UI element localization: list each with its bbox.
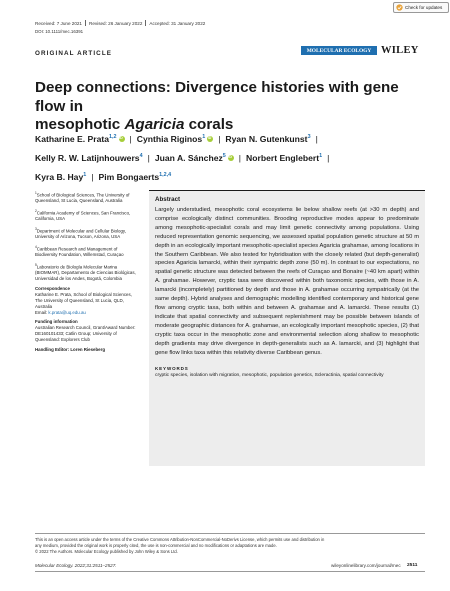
keywords-heading: KEYWORDS <box>155 366 189 372</box>
title-line-1: Deep connections: Divergence histories with gene flow in <box>35 79 399 115</box>
doi[interactable]: DOI: 10.1111/mec.16391 <box>35 29 84 34</box>
author[interactable]: Juan A. Sánchez$^5$iD <box>155 153 234 163</box>
author[interactable]: Pim Bongaerts$^{1,2,4}$ <box>98 171 172 182</box>
funding-heading: Funding information <box>35 319 78 325</box>
affiliation: $^4$Caribbean Research and Management of Biodiversity Foundation, Willemstad, Curaçao <box>35 244 124 258</box>
license-notice: This is an open access article under the terms of the Creative Commons Attribution-NonCommercial-NoDerivs License, which permits use and distribution in any medium, provided the original work is properly cited, the use is non-commercial and no modifications or adaptations are made. © 2022 The Authors. Molecular Ecology published by John Wiley & Sons Ltd. <box>35 533 425 554</box>
author[interactable]: Katharine E. Prata$^{1,2}$iD <box>35 134 125 144</box>
orcid-icon[interactable] <box>119 136 125 142</box>
article-title <box>35 79 415 135</box>
affiliation: $^5$Laboratorio de Biología Molecular Marina (BIOMMAR), Departamento de Ciencias Biológicas, Universidad de los Andes, Bogotá, Colombia <box>35 262 136 282</box>
publisher-logo: WILEY <box>381 45 419 56</box>
abstract-text: Largely understudied, mesophotic coral ecosystems lie below shallow reefs (at >30 m depth) and comprise ecologically distinct communities. Brooding reproductive modes appear to predominate among mesophotic-specialist corals and may limit genetic connectivity among populations. Using reduced representation genomic sequencing, we assessed spatial population genetic structure at 50 m depth in an ecologically important mesophotic-specialist species Agaricia grahamae, among locations in the Southern Caribbean. We also tested for hybridisation with the closely related (but depth-generalist) species Agaricia lamarcki, within their sympatric depth zone (50 m). In contrast to our expectations, no spatial genetic structure was detected between the reefs of Curaçao and Bonaire (~40 km apart) within A. grahamae. However, cryptic taxa were discovered within both taxonomic species, with those in A. lamarcki (incompletely) partitioned by depth and those in A. grahamae occurring sympatrically (at the same depth). Hybrid analyses and demographic modelling identified contemporary and historical gene flow among cryptic taxa, both within and between A. grahamae and A. lamarcki. These results (1) indicate that spatial connectivity and subsequent replenishment may be possible between islands of moderate geographic distances for A. grahamae, an ecologically important mesophotic species, (2) that cryptic taxa occur in the mesophotic zone and environmental selection along shallow to mesophotic depth gradients may drive divergence in depth-generalists such as A. lamarcki, and (3) highlight that gene flow links taxa within this relativity diverse Caribbean genus. <box>155 207 419 356</box>
crossmark-icon <box>396 4 403 11</box>
email-link[interactable]: k.prata@uq.edu.au <box>48 309 86 315</box>
correspondence-heading: Correspondence <box>35 285 70 291</box>
author[interactable]: Kelly R. W. Latijnhouwers$^4$ <box>35 152 143 163</box>
revised-date: Revised: 26 January 2022 <box>89 21 143 26</box>
title-line-2: mesophotic Agaricia corals <box>35 116 234 133</box>
abstract-heading: Abstract <box>155 196 181 203</box>
check-updates-button[interactable] <box>393 2 449 13</box>
handling-editor: Handling Editor: Loren Rieseberg <box>35 346 106 352</box>
article-dates <box>35 20 205 26</box>
page-number: 2511 <box>407 563 418 568</box>
affiliation: $^1$School of Biological Sciences, The University of Queensland, St Lucia, Queensland, Australia <box>35 191 130 204</box>
author[interactable]: Kyra B. Hay$^1$ <box>35 171 87 182</box>
correspondence-text: Katharine E. Prata, School of Biological Sciences, The University of Queensland, St Lucia, QLD, Australia Email: k.prata@uq.edu.au <box>35 291 132 315</box>
article-type: ORIGINAL ARTICLE <box>35 50 113 57</box>
journal-logo: MOLECULAR ECOLOGY <box>301 46 377 55</box>
author[interactable]: Cynthia Riginos$^1$iD <box>137 134 213 144</box>
author-list: Katharine E. Prata$^{1,2}$iD | Cynthia Riginos$^1$iD | Ryan N. Gutenkunst$^3$ | Kelly R. W. Latijnhouwers$^4$ | Juan A. Sánchez$^5$iD | Norbert Englebert$^1$ | Kyra B. Hay$^1$ | Pim Bongaerts$^{1,2,4}$ <box>35 129 435 186</box>
author[interactable]: Norbert Englebert$^1$ <box>246 152 323 163</box>
citation: Molecular Ecology. 2022;31:2511–2527. <box>35 563 117 568</box>
orcid-icon[interactable] <box>228 155 234 161</box>
received-date: Received: 7 June 2021 <box>35 21 82 26</box>
keywords-text: cryptic species, isolation with migration, mesophotic, population genetics, Scleractinia, spatial connectivity <box>155 373 384 379</box>
affiliation: $^2$California Academy of Sciences, San Francisco, California, USA <box>35 208 131 222</box>
check-updates-label: Check for updates <box>405 5 443 10</box>
title-genus: Agaricia <box>124 116 185 133</box>
footer-divider <box>35 571 425 572</box>
funding-text: Australian Research Council, Grant/Award Number: DE160101433; Catlin Group; University of Queensland: Explorers Club <box>35 325 136 343</box>
abstract-box <box>149 190 425 466</box>
orcid-icon[interactable] <box>207 136 213 142</box>
journal-url[interactable]: wileyonlinelibrary.com/journal/mec <box>331 563 401 568</box>
affiliations-column <box>35 190 138 353</box>
accepted-date: Accepted: 31 January 2022 <box>149 21 206 26</box>
author[interactable]: Ryan N. Gutenkunst$^3$ <box>225 133 311 144</box>
affiliation: $^3$Department of Molecular and Cellular Biology, University of Arizona, Tucson, Arizona, USA <box>35 226 127 240</box>
